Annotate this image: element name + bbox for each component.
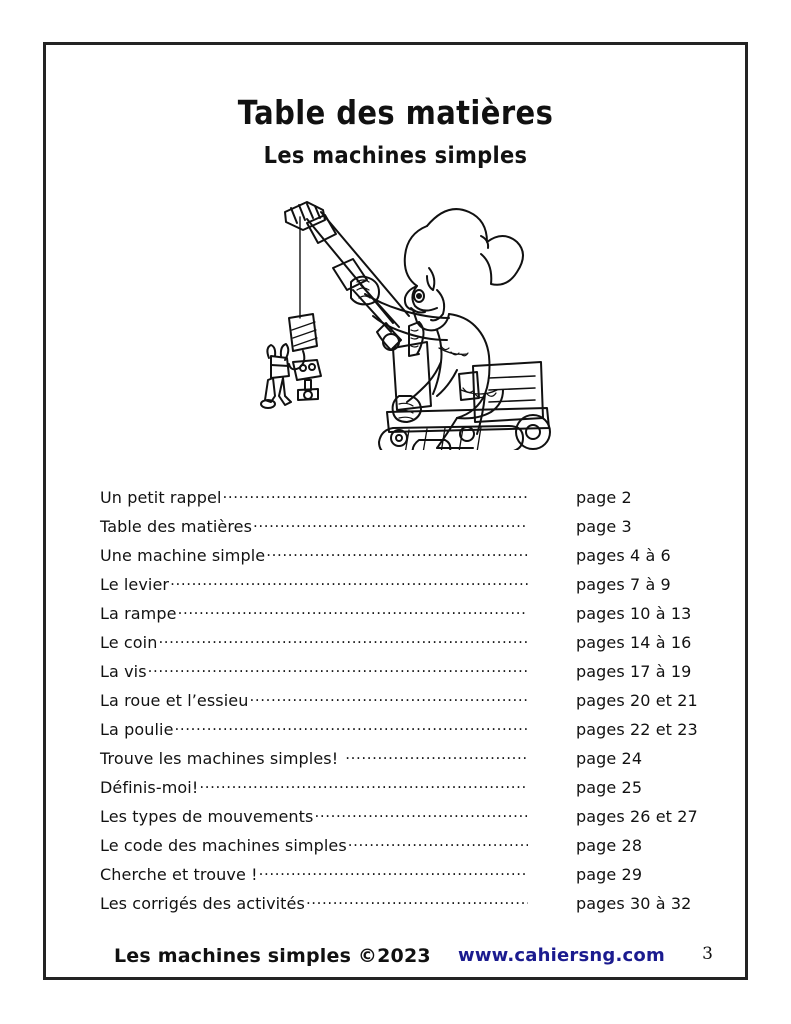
toc-row[interactable] <box>100 719 700 748</box>
toc-row[interactable] <box>100 516 700 545</box>
toc-entry-label: La poulie <box>100 720 174 739</box>
toc-entry-pages: pages 22 et 23 <box>576 720 698 739</box>
toc-leader-dots <box>345 748 528 764</box>
toc-row[interactable] <box>100 487 700 516</box>
toc-leader-dots <box>148 661 528 677</box>
toc-entry-label: Le code des machines simples <box>100 836 347 855</box>
toc-entry-label: Définis-moi! <box>100 778 199 797</box>
toc-row[interactable] <box>100 864 700 893</box>
table-of-contents <box>100 487 700 922</box>
crane-illustration <box>241 190 571 450</box>
toc-entry-pages: page 2 <box>576 488 632 507</box>
toc-entry-pages: pages 17 à 19 <box>576 662 692 681</box>
toc-row[interactable] <box>100 603 700 632</box>
toc-entry-label: La rampe <box>100 604 177 623</box>
toc-row[interactable] <box>100 893 700 922</box>
toc-entry-label: Cherche et trouve ! <box>100 865 258 884</box>
toc-entry-pages: page 25 <box>576 778 643 797</box>
toc-leader-dots <box>249 690 528 706</box>
toc-entry-pages: pages 14 à 16 <box>576 633 692 652</box>
toc-leader-dots <box>199 777 528 793</box>
toc-leader-dots <box>158 632 528 648</box>
toc-leader-dots <box>306 893 528 909</box>
toc-entry-pages: pages 30 à 32 <box>576 894 692 913</box>
footer-copyright: Les machines simples ©2023 <box>114 945 431 967</box>
toc-row[interactable] <box>100 777 700 806</box>
toc-leader-dots <box>259 864 528 880</box>
toc-entry-pages: page 3 <box>576 517 632 536</box>
toc-leader-dots <box>178 603 528 619</box>
toc-entry-label: Trouve les machines simples! <box>100 749 339 768</box>
toc-row[interactable] <box>100 690 700 719</box>
toc-entry-label: Une machine simple <box>100 546 266 565</box>
toc-entry-pages: page 28 <box>576 836 643 855</box>
toc-entry-pages: page 24 <box>576 749 643 768</box>
toc-entry-label: Table des matières <box>100 517 253 536</box>
toc-leader-dots <box>266 545 528 561</box>
page-frame-border <box>43 42 748 980</box>
toc-entry-pages: pages 26 et 27 <box>576 807 698 826</box>
footer-website-link[interactable]: www.cahiersng.com <box>458 945 665 966</box>
toc-entry-pages: pages 10 à 13 <box>576 604 692 623</box>
toc-row[interactable] <box>100 835 700 864</box>
toc-entry-label: Le coin <box>100 633 158 652</box>
toc-entry-pages: pages 7 à 9 <box>576 575 671 594</box>
small-lifted-figure-icon <box>261 344 321 408</box>
toc-row[interactable] <box>100 806 700 835</box>
toc-entry-label: Les corrigés des activités <box>100 894 305 913</box>
toc-leader-dots <box>314 806 528 822</box>
toc-row[interactable] <box>100 661 700 690</box>
page-subtitle: Les machines simples <box>263 142 528 169</box>
toc-row[interactable] <box>100 748 700 777</box>
toc-row[interactable] <box>100 574 700 603</box>
footer-page-number: 3 <box>702 944 713 964</box>
toc-entry-label: Le levier <box>100 575 170 594</box>
toc-row[interactable] <box>100 632 700 661</box>
girl-operator-icon <box>351 209 523 450</box>
toc-leader-dots <box>253 516 528 532</box>
toc-entry-label: Un petit rappel <box>100 488 222 507</box>
toc-leader-dots <box>170 574 528 590</box>
toc-row[interactable] <box>100 545 700 574</box>
page-title: Table des matières <box>237 94 554 133</box>
toc-leader-dots <box>175 719 528 735</box>
toc-entry-label: La vis <box>100 662 147 681</box>
toc-leader-dots <box>348 835 528 851</box>
toc-entry-pages: pages 20 et 21 <box>576 691 698 710</box>
toc-leader-dots <box>223 487 529 503</box>
toc-entry-pages: page 29 <box>576 865 643 884</box>
toc-entry-label: Les types de mouvements <box>100 807 314 826</box>
page-footer <box>46 933 745 967</box>
toc-entry-label: La roue et l’essieu <box>100 691 249 710</box>
crane-cable-and-pulley-icon <box>289 217 317 369</box>
toc-entry-pages: pages 4 à 6 <box>576 546 671 565</box>
